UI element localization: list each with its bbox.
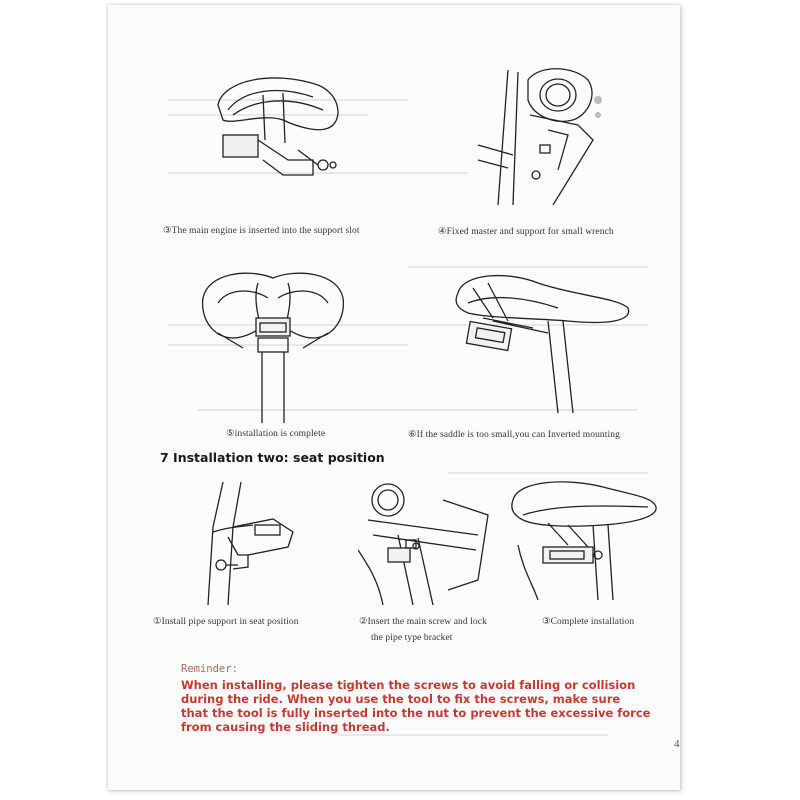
saddle-rear-view-illustration <box>198 263 348 423</box>
pipe-support-illustration <box>193 477 303 605</box>
caption-seat-step3: ③Complete installation <box>542 617 635 627</box>
caption-seat-step2-line1: ②Insert the main screw and lock <box>359 617 487 627</box>
caption-step4-wrench: ④Fixed master and support for small wrench <box>438 227 614 237</box>
caption-seat-step2-line2: the pipe type bracket <box>371 633 453 643</box>
manual-page <box>108 5 680 790</box>
caption-seat-step1: ①Install pipe support in seat position <box>153 617 299 627</box>
main-screw-lock-illustration <box>358 480 493 605</box>
caption-step6-inverted: ⑥If the saddle is too small,you can Inverted mounting <box>408 430 620 440</box>
caption-step5-complete: ⑤installation is complete <box>226 429 326 439</box>
reminder-text: When installing, please tighten the screws to avoid falling or collision during the ride. When you use the tool to fix the screws, make sure that the tool is fully inserted into the nut to prevent the excessive force from causing the sliding thread. <box>181 678 651 734</box>
section-heading: 7 Installation two: seat position <box>160 450 385 465</box>
wrench-fixing-illustration <box>458 60 608 205</box>
inverted-mounting-illustration <box>448 263 638 413</box>
page-number: 4 <box>674 738 680 750</box>
saddle-underside-mount-illustration <box>203 65 343 190</box>
reminder-label: Reminder: <box>181 663 238 675</box>
caption-step3-main-engine: ③The main engine is inserted into the support slot <box>163 226 360 236</box>
complete-installation-illustration <box>508 475 658 600</box>
